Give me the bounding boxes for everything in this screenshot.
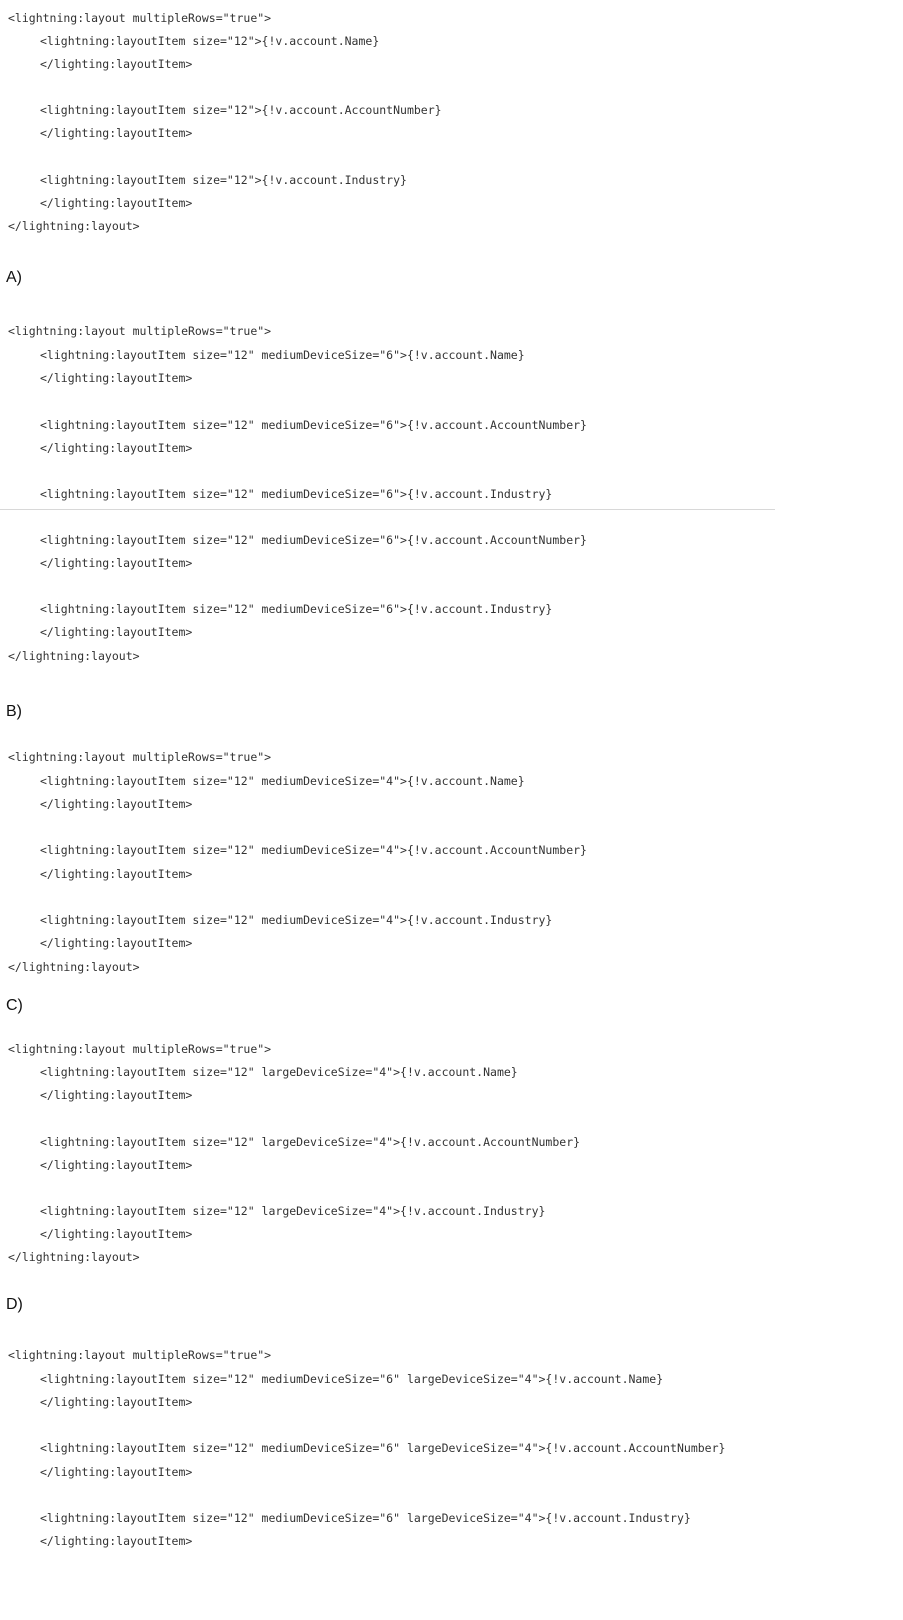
- code-line: </lighting:layoutItem>: [40, 867, 193, 881]
- code-line: <lightning:layoutItem size="12">{!v.account.Industry}: [40, 173, 407, 187]
- code-line: </lighting:layoutItem>: [40, 1158, 193, 1172]
- code-line: </lightning:layout>: [8, 960, 140, 974]
- code-line: <lightning:layoutItem size="12" largeDeviceSize="4">{!v.account.Name}: [40, 1065, 518, 1079]
- code-line: <lightning:layoutItem size="12">{!v.account.AccountNumber}: [40, 103, 442, 117]
- option-c-label[interactable]: C): [6, 997, 23, 1014]
- code-line: </lightning:layout>: [8, 1250, 140, 1264]
- code-line: <lightning:layout multipleRows="true">: [8, 11, 272, 25]
- code-line: <lightning:layoutItem size="12" mediumDeviceSize="6" largeDeviceSize="4">{!v.account.Industry}: [40, 1511, 691, 1525]
- code-line: </lighting:layoutItem>: [40, 797, 193, 811]
- code-line: <lightning:layout multipleRows="true">: [8, 324, 272, 338]
- code-line: <lightning:layoutItem size="12" mediumDeviceSize="6">{!v.account.Industry}: [40, 602, 553, 616]
- code-line: <lightning:layout multipleRows="true">: [8, 1348, 272, 1362]
- option-a-label[interactable]: A): [6, 269, 22, 286]
- code-line: <lightning:layoutItem size="12" mediumDeviceSize="6">{!v.account.AccountNumber}: [40, 533, 587, 547]
- code-line: <lightning:layoutItem size="12" mediumDeviceSize="4">{!v.account.Name}: [40, 774, 525, 788]
- code-line: <lightning:layout multipleRows="true">: [8, 750, 272, 764]
- option-d-label[interactable]: D): [6, 1296, 23, 1313]
- code-line: <lightning:layoutItem size="12" mediumDeviceSize="6">{!v.account.AccountNumber}: [40, 418, 587, 432]
- code-line: </lighting:layoutItem>: [40, 1534, 193, 1548]
- code-line: </lighting:layoutItem>: [40, 556, 193, 570]
- code-line: <lightning:layoutItem size="12" mediumDeviceSize="6" largeDeviceSize="4">{!v.account.AccountNumber}: [40, 1441, 726, 1455]
- option-b-label[interactable]: B): [6, 703, 22, 720]
- code-line: </lighting:layoutItem>: [40, 1088, 193, 1102]
- code-line: <lightning:layoutItem size="12" largeDeviceSize="4">{!v.account.Industry}: [40, 1204, 546, 1218]
- code-line: <lightning:layoutItem size="12">{!v.account.Name}: [40, 34, 380, 48]
- code-line: </lighting:layoutItem>: [40, 625, 193, 639]
- code-line: </lighting:layoutItem>: [40, 1227, 193, 1241]
- code-line: </lighting:layoutItem>: [40, 1395, 193, 1409]
- code-line: </lighting:layoutItem>: [40, 441, 193, 455]
- code-line: <lightning:layoutItem size="12" largeDeviceSize="4">{!v.account.AccountNumber}: [40, 1135, 581, 1149]
- code-line: <lightning:layout multipleRows="true">: [8, 1042, 272, 1056]
- code-line: <lightning:layoutItem size="12" mediumDeviceSize="6">{!v.account.Name}: [40, 348, 525, 362]
- divider: [0, 509, 775, 510]
- code-line: <lightning:layoutItem size="12" mediumDeviceSize="6" largeDeviceSize="4">{!v.account.Name}: [40, 1372, 664, 1386]
- code-line: </lightning:layout>: [8, 219, 140, 233]
- code-line: </lighting:layoutItem>: [40, 196, 193, 210]
- code-line: <lightning:layoutItem size="12" mediumDeviceSize="4">{!v.account.Industry}: [40, 913, 553, 927]
- code-line: </lighting:layoutItem>: [40, 936, 193, 950]
- code-line: </lightning:layout>: [8, 649, 140, 663]
- code-line: </lighting:layoutItem>: [40, 57, 193, 71]
- code-line: </lighting:layoutItem>: [40, 371, 193, 385]
- code-line: <lightning:layoutItem size="12" mediumDeviceSize="6">{!v.account.Industry}: [40, 487, 553, 501]
- code-line: </lighting:layoutItem>: [40, 126, 193, 140]
- code-line: <lightning:layoutItem size="12" mediumDeviceSize="4">{!v.account.AccountNumber}: [40, 843, 587, 857]
- code-line: </lighting:layoutItem>: [40, 1465, 193, 1479]
